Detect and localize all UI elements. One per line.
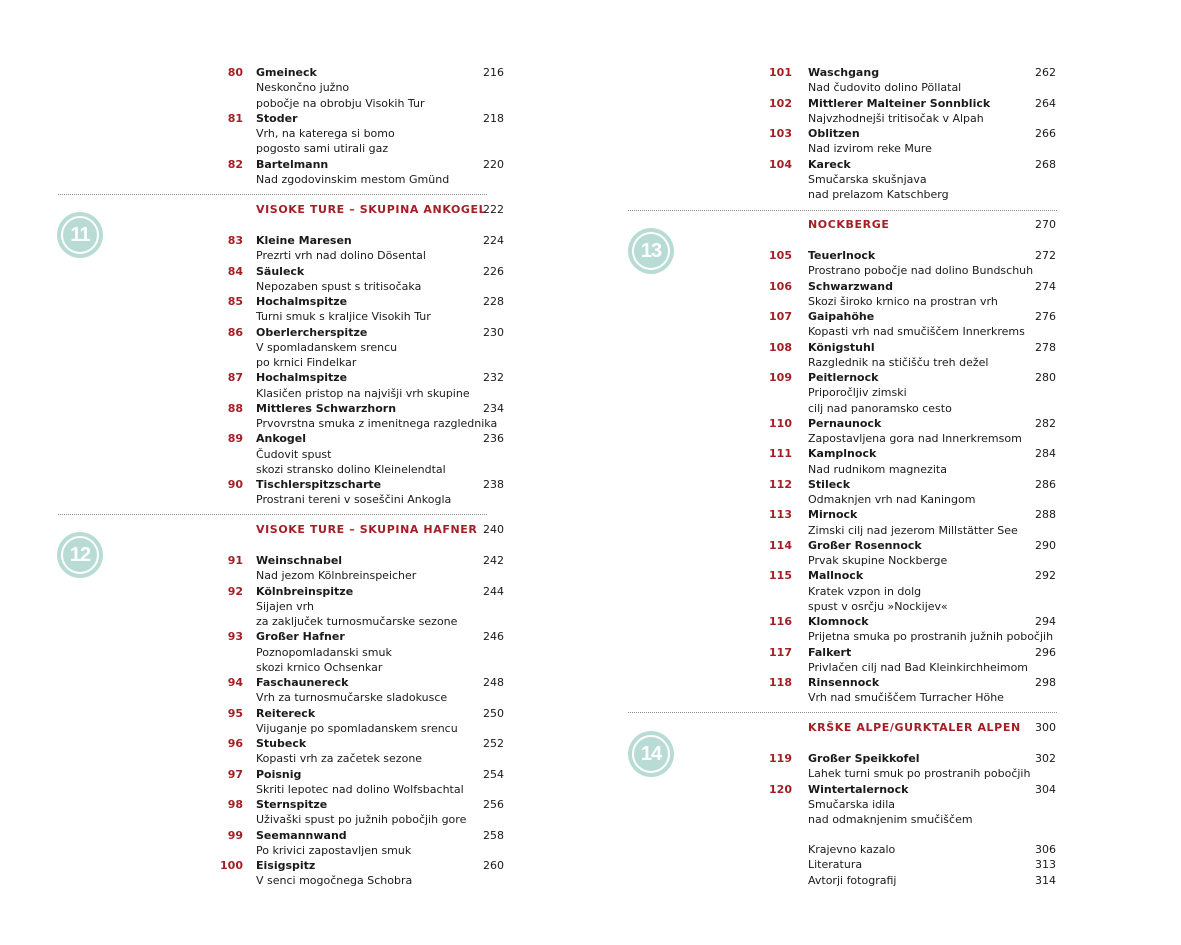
tour-title: Mallnock [808,569,864,583]
toc-entry-description [0,416,590,431]
page-number: 254 [483,767,504,781]
tour-description: za zaključek turnosmučarske sezone [256,615,458,628]
tour-description: Zimski cilj nad jezerom Millstätter See [808,523,1018,537]
toc-entry [0,157,590,172]
tour-number: 91 [227,554,243,567]
tour-description: Kopasti vrh nad smučiščem Innerkrems [808,325,1025,339]
tour-title: Klomnock [808,615,869,628]
tour-description: Prezrti vrh nad dolino Dösental [256,249,426,263]
page-number: 240 [483,523,504,536]
appendix-entry [590,857,1181,872]
toc-entry [0,797,590,812]
page-number: 242 [483,554,504,567]
page-number: 236 [483,432,504,446]
section-number: 11 [70,224,90,246]
tour-number: 101 [769,66,792,79]
page-number: 294 [1035,615,1056,628]
tour-number: 98 [227,798,243,811]
appendix-entry [590,842,1181,857]
tour-description: Po krivici zapostavljen smuk [256,843,412,857]
toc-entry-description [590,812,1181,827]
tour-title: Wintertalernock [808,782,909,796]
right-page [590,0,1181,945]
tour-description: Razglednik na stičišču treh dežel [808,355,989,369]
page-number: 292 [1035,569,1056,583]
page-number: 262 [1035,66,1056,79]
toc-entry [590,675,1181,690]
toc-entry [0,401,590,416]
tour-description: Poznopomladanski smuk [256,645,392,659]
toc-entry-description [590,401,1181,416]
page-number: 226 [483,264,504,278]
tour-title: Oblitzen [808,127,860,140]
section-number: 13 [640,240,662,262]
tour-number: 111 [769,447,792,461]
toc-entry-description [0,172,590,187]
tour-description: Kratek vzpon in dolg [808,584,922,598]
toc-entry [590,157,1181,172]
page-number: 300 [1035,721,1056,734]
tour-description: Nad rudnikom magnezita [808,462,947,476]
tour-title: Hochalmspitze [256,295,348,308]
toc-entry [590,65,1181,80]
tour-description: Priporočljiv zimski [808,386,907,400]
left-page [0,0,590,945]
tour-title: Stubeck [256,737,307,750]
tour-description: Smučarska skušnjava [808,172,927,186]
toc-entry-description [0,126,590,141]
tour-description: Prostrano pobočje nad dolino Bundschuh [808,264,1034,278]
toc-entry-description [0,141,590,156]
tour-title: Teuerlnock [808,249,876,262]
toc-entry-description [0,80,590,95]
tour-number: 110 [769,416,792,430]
tour-number: 90 [227,478,243,491]
page-number: 260 [483,859,504,872]
toc-entry [0,706,590,721]
tour-description: Skozi široko krnico na prostran vrh [808,294,998,308]
toc-entry-description [0,645,590,660]
tour-description: Kopasti vrh za začetek sezone [256,752,423,766]
toc-entry-description [0,462,590,477]
tour-number: 87 [227,371,243,385]
toc-entry-description [590,80,1181,95]
toc-entry-description [0,355,590,370]
tour-number: 89 [227,432,243,446]
page-number: 284 [1035,447,1056,461]
page-number: 306 [1035,843,1056,856]
toc-entry [0,629,590,644]
toc-entry [590,416,1181,431]
tour-number: 100 [220,859,243,872]
section-heading: KRŠKE ALPE/GURKTALER ALPEN [808,721,1021,734]
tour-description: skozi krnico Ochsenkar [256,660,383,674]
tour-description: Klasičen pristop na najvišji vrh skupine [256,386,470,400]
appendix-entry [590,873,1181,888]
toc-entry-description [590,294,1181,309]
toc-entry-description [0,751,590,766]
tour-title: Mirnock [808,508,858,522]
page-number: 288 [1035,508,1056,522]
tour-number: 120 [769,782,792,796]
toc-entry [0,736,590,751]
tour-description: Uživaški spust po južnih pobočjih gore [256,813,467,827]
toc-entry [0,828,590,843]
tour-number: 112 [769,477,792,491]
tour-title: Gaipahöhe [808,310,875,323]
toc-entry-description [590,324,1181,339]
tour-title: Kareck [808,157,851,171]
toc-entry-description [590,431,1181,446]
tour-number: 114 [769,538,792,552]
page-number: 302 [1035,752,1056,765]
appendix-label: Krajevno kazalo [808,843,896,856]
toc-entry [0,767,590,782]
toc-entry [0,111,590,126]
tour-description: Neskončno južno [256,81,350,95]
tour-description: Skriti lepotec nad dolino Wolfsbachtal [256,782,464,796]
page-number: 258 [483,828,504,842]
page-number: 238 [483,478,504,491]
page-number: 248 [483,676,504,689]
toc-entry-description [0,812,590,827]
toc-entry [0,233,590,248]
tour-description: Nad jezom Kölnbreinspeicher [256,569,417,583]
section-divider [58,514,487,515]
toc-entry-description [590,584,1181,599]
tour-description: Najvzhodnejši tritisočak v Alpah [808,111,984,125]
toc-entry-description [590,599,1181,614]
tour-description: pogosto sami utirali gaz [256,142,389,156]
toc-entry-description [590,141,1181,156]
tour-description: Nepozaben spust s tritisočaka [256,279,422,293]
tour-description: Prvovrstna smuka z imenitnega razglednika [256,417,498,430]
page-number: 228 [483,295,504,308]
tour-description: nad odmaknjenim smučiščem [808,813,973,826]
tour-number: 118 [769,676,792,689]
tour-title: Ankogel [256,432,307,446]
toc-entry-description [590,462,1181,477]
tour-number: 109 [769,371,792,384]
tour-number: 106 [769,279,792,293]
toc-entry-description [0,309,590,324]
page-number: 256 [483,798,504,811]
toc-entry-description [590,172,1181,187]
tour-number: 94 [227,676,243,689]
tour-title: Rinsennock [808,676,880,689]
page-number: 250 [483,706,504,720]
tour-number: 88 [227,401,243,415]
tour-number: 95 [227,706,243,720]
page-number: 224 [483,234,504,247]
section-heading-row [0,522,590,537]
toc-entry [0,553,590,568]
section-divider [58,194,487,195]
tour-description: Čudovit spust [256,447,332,461]
tour-description: Prostrani tereni v soseščini Ankogla [256,493,452,507]
page-number: 218 [483,111,504,125]
page-number: 216 [483,66,504,79]
toc-entry-description [0,721,590,736]
page-number: 270 [1035,218,1056,231]
page-number: 278 [1035,340,1056,354]
tour-title: Mittlerer Malteiner Sonnblick [808,96,991,110]
tour-number: 107 [769,310,792,323]
toc-entry-description [0,568,590,583]
toc-entry-description [590,797,1181,812]
toc-entry [590,538,1181,553]
toc-entry [0,325,590,340]
tour-title: Großer Speikkofel [808,752,920,765]
toc-entry [0,370,590,385]
section-divider [628,210,1057,211]
page-number: 314 [1035,873,1056,887]
tour-description: skozi stransko dolino Kleinelendtal [256,462,446,476]
tour-title: Seemannwand [256,828,347,842]
toc-entry [0,858,590,873]
tour-description: Turni smuk s kraljice Visokih Tur [256,310,431,324]
page-number: 266 [1035,127,1056,140]
section-divider [628,712,1057,713]
toc-entry-description [0,660,590,675]
tour-title: Gmeineck [256,66,317,79]
tour-number: 84 [227,264,243,278]
tour-description: Privlačen cilj nad Bad Kleinkirchheimom [808,660,1029,674]
page-number: 298 [1035,676,1056,689]
page-number: 246 [483,630,504,644]
toc-entry [590,96,1181,111]
section-number: 14 [640,743,662,765]
page-number: 304 [1035,782,1056,796]
page-number: 220 [483,157,504,171]
tour-number: 82 [227,157,243,171]
tour-title: Bartelmann [256,157,329,171]
tour-description: Zapostavljena gora nad Innerkremsom [808,432,1022,445]
tour-title: Mittleres Schwarzhorn [256,401,397,415]
page-number: 264 [1035,96,1056,110]
tour-title: Hochalmspitze [256,371,348,385]
section-heading-row [0,202,590,217]
tour-title: Eisigspitz [256,859,316,872]
page-number: 230 [483,325,504,339]
tour-number: 81 [227,111,243,125]
tour-description: Vrh, na katerega si bomo [256,127,395,140]
tour-number: 102 [769,96,792,110]
tour-number: 108 [769,340,792,354]
page-number: 268 [1035,157,1056,171]
tour-description: nad prelazom Katschberg [808,188,949,201]
tour-title: Stileck [808,477,851,491]
page-number: 272 [1035,249,1056,262]
toc-entry-description [0,599,590,614]
tour-description: pobočje na obrobju Visokih Tur [256,96,425,110]
tour-description: cilj nad panoramsko cesto [808,401,952,415]
toc-entry-description [590,690,1181,705]
tour-description: po krnici Findelkar [256,356,357,369]
tour-title: Kölnbreinspitze [256,584,354,598]
page-number: 232 [483,371,504,385]
toc-entry [590,477,1181,492]
toc-entry [590,782,1181,797]
toc-entry-description [590,111,1181,126]
page-number: 222 [483,203,504,216]
tour-description: Vijuganje po spomladanskem srencu [256,721,458,735]
tour-title: Reitereck [256,706,316,720]
toc-entry [590,370,1181,385]
section-heading: NOCKBERGE [808,218,890,231]
tour-title: Kamplnock [808,447,877,461]
tour-number: 104 [769,157,792,171]
appendix-label: Literatura [808,858,863,872]
toc-entry-description [0,873,590,888]
tour-number: 99 [227,828,243,842]
tour-title: Oberlercherspitze [256,325,368,339]
toc-entry [590,568,1181,583]
page-number: 244 [483,584,504,598]
tour-number: 93 [227,630,243,644]
tour-description: V senci mogočnega Schobra [256,874,413,888]
tour-description: Sijajen vrh [256,599,314,613]
tour-description: Vrh za turnosmučarske sladokusce [256,691,448,705]
page-number: 276 [1035,310,1056,323]
toc-entry [0,264,590,279]
tour-number: 115 [769,569,792,583]
toc-entry-description [590,385,1181,400]
tour-number: 103 [769,127,792,140]
toc-entry-description [590,523,1181,538]
toc-entry-description [0,279,590,294]
tour-number: 105 [769,249,792,262]
page-number: 252 [483,737,504,750]
tour-description: Smučarska idila [808,797,896,811]
tour-title: Königstuhl [808,340,875,354]
tour-description: V spomladanskem srencu [256,340,398,354]
page-number: 313 [1035,858,1056,872]
tour-title: Falkert [808,645,852,659]
toc-entry [590,751,1181,766]
section-number: 12 [69,544,91,566]
tour-description: spust v osrčju »Nockijev« [808,599,948,613]
tour-number: 86 [227,325,243,339]
tour-description: Prijetna smuka po prostranih južnih pobočjih [808,630,1054,644]
section-heading-row [590,720,1181,735]
tour-title: Peitlernock [808,371,879,384]
toc-entry-description [590,355,1181,370]
toc-entry-description [0,248,590,263]
page-number: 296 [1035,645,1056,659]
toc-entry-description [0,492,590,507]
tour-description: Vrh nad smučiščem Turracher Höhe [808,691,1004,705]
toc-entry-description [0,96,590,111]
tour-title: Säuleck [256,264,305,278]
tour-title: Pernaunock [808,416,882,430]
toc-entry-description [0,843,590,858]
toc-entry [590,614,1181,629]
appendix-label: Avtorji fotografij [808,873,897,887]
tour-number: 119 [769,752,792,765]
tour-title: Poisnig [256,767,302,781]
tour-number: 92 [227,584,243,598]
page-number: 274 [1035,279,1056,293]
section-heading: VISOKE TURE – SKUPINA ANKOGEL [256,203,487,216]
tour-title: Weinschnabel [256,554,343,567]
toc-entry-description [0,340,590,355]
toc-entry [590,309,1181,324]
tour-number: 97 [227,767,243,781]
tour-title: Großer Hafner [256,630,345,644]
tour-number: 83 [227,234,243,247]
toc-entry-description [590,492,1181,507]
toc-entry-description [0,447,590,462]
tour-title: Kleine Maresen [256,234,352,247]
tour-number: 96 [227,737,243,750]
toc-entry [0,294,590,309]
tour-description: Odmaknjen vrh nad Kaningom [808,493,976,506]
toc-entry-description [590,766,1181,781]
tour-description: Nad zgodovinskim mestom Gmünd [256,172,450,186]
section-heading: VISOKE TURE – SKUPINA HAFNER [256,523,478,536]
tour-description: Nad čudovito dolino Pöllatal [808,81,962,95]
toc-entry [590,507,1181,522]
toc-entry [0,675,590,690]
tour-title: Waschgang [808,66,880,79]
toc-entry-description [0,690,590,705]
tour-number: 116 [769,615,792,628]
toc-entry [590,248,1181,263]
section-heading-row [590,217,1181,232]
toc-entry-description [0,614,590,629]
toc-entry [590,126,1181,141]
page-number: 282 [1035,416,1056,430]
toc-entry [590,446,1181,461]
toc-entry-description [0,782,590,797]
tour-number: 80 [227,66,243,79]
page-number: 234 [483,401,504,415]
tour-title: Schwarzwand [808,279,893,293]
toc-entry-description [590,263,1181,278]
tour-title: Tischlerspitzscharte [256,478,382,491]
tour-number: 85 [227,295,243,308]
tour-number: 117 [769,645,792,659]
toc-entry-description [590,187,1181,202]
page-number: 290 [1035,538,1056,552]
toc-entry [590,645,1181,660]
toc-entry [0,477,590,492]
tour-title: Sternspitze [256,798,328,811]
toc-entry [0,431,590,446]
tour-title: Stoder [256,111,298,125]
tour-title: Großer Rosennock [808,538,922,552]
tour-description: Lahek turni smuk po prostranih pobočjih [808,767,1031,781]
page-number: 280 [1035,371,1056,384]
toc-entry-description [590,660,1181,675]
tour-title: Faschaunereck [256,676,349,689]
page-number: 286 [1035,477,1056,491]
toc-entry-description [590,553,1181,568]
tour-number: 113 [769,508,792,522]
toc-entry-description [590,629,1181,644]
toc-entry-description [0,386,590,401]
tour-description: Prvak skupine Nockberge [808,554,948,567]
toc-entry [590,340,1181,355]
toc-entry [590,279,1181,294]
tour-description: Nad izvirom reke Mure [808,142,932,156]
toc-entry [0,65,590,80]
toc-entry [0,584,590,599]
